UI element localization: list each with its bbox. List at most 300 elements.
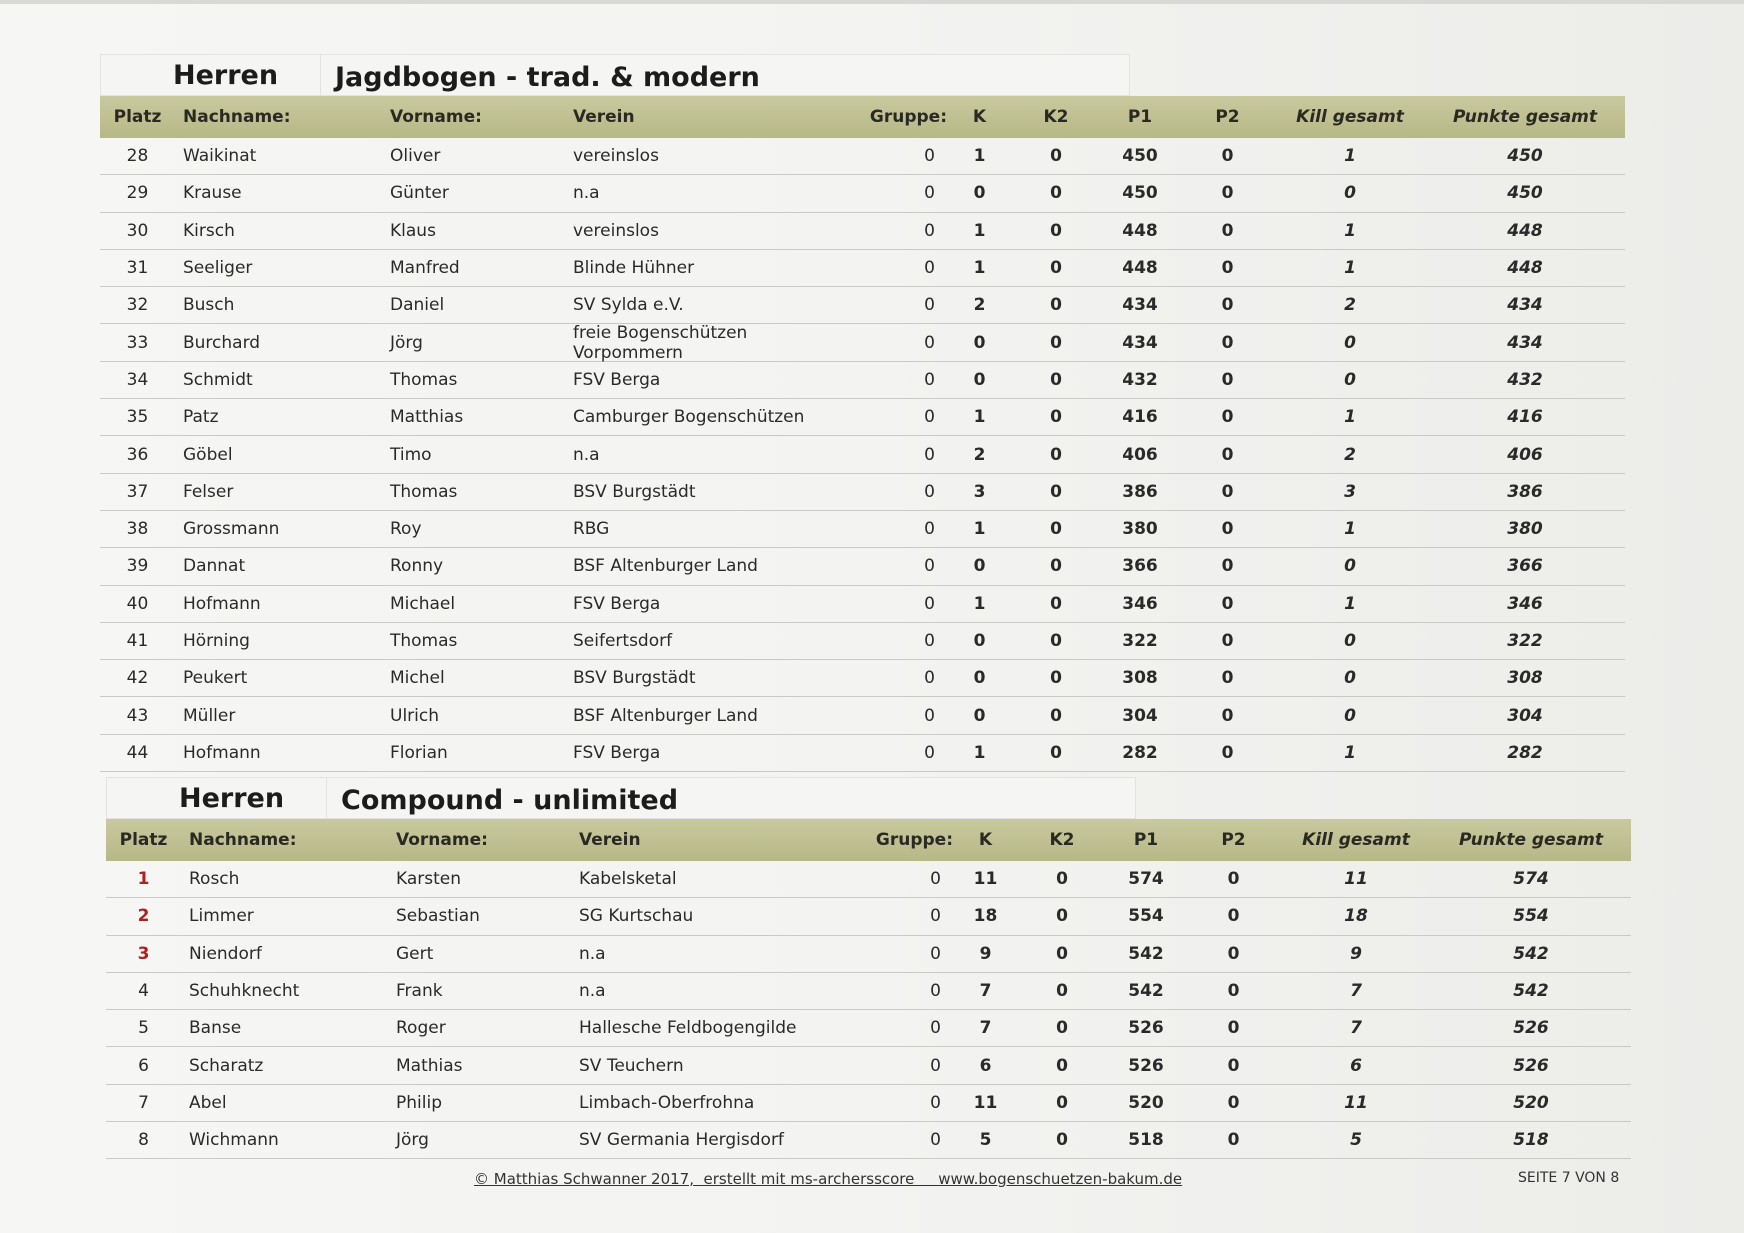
cell-verein: n.a	[579, 981, 606, 1002]
bow-category-title: Compound - unlimited	[341, 785, 679, 816]
cell-p2: 0	[1221, 481, 1234, 502]
cell-p2: 0	[1227, 906, 1240, 927]
cell-platz: 7	[138, 1092, 149, 1113]
table-row	[100, 511, 1625, 548]
table-row	[106, 936, 1631, 973]
cell-p2: 0	[1221, 369, 1234, 390]
table-row	[100, 362, 1625, 399]
cell-gruppe: 0	[924, 258, 935, 279]
cell-kill-gesamt: 2	[1344, 295, 1356, 316]
table-row	[106, 1122, 1631, 1159]
column-header-kill-gesamt: Kill gesamt	[1302, 830, 1410, 850]
cell-k: 0	[973, 332, 986, 353]
cell-vorname: Mathias	[396, 1055, 463, 1076]
cell-vorname: Günter	[390, 183, 449, 204]
cell-p1: 448	[1122, 258, 1158, 279]
cell-k: 1	[973, 407, 986, 428]
cell-vorname: Karsten	[396, 869, 462, 890]
cell-p1: 526	[1128, 1055, 1164, 1076]
cell-p2: 0	[1221, 258, 1234, 279]
table-section-compound	[106, 777, 1631, 1159]
column-header-p2: P2	[1215, 107, 1240, 127]
cell-k2: 0	[1050, 444, 1062, 465]
cell-k2: 0	[1056, 1055, 1068, 1076]
cell-platz: 34	[126, 369, 149, 390]
cell-k: 1	[973, 742, 986, 763]
cell-k2: 0	[1050, 705, 1062, 726]
cell-verein: n.a	[573, 183, 600, 204]
cell-platz: 36	[126, 444, 149, 465]
column-header-nachname: Nachname:	[189, 830, 297, 850]
cell-vorname: Timo	[390, 444, 432, 465]
cell-punkte-gesamt: 542	[1513, 943, 1549, 964]
cell-punkte-gesamt: 282	[1507, 742, 1543, 763]
cell-p1: 304	[1122, 705, 1158, 726]
cell-platz: 32	[126, 295, 149, 316]
cell-punkte-gesamt: 450	[1507, 183, 1543, 204]
cell-kill-gesamt: 1	[1344, 407, 1356, 428]
cell-nachname: Waikinat	[183, 146, 257, 167]
cell-vorname: Michel	[390, 668, 445, 689]
cell-verein: SV Teuchern	[579, 1055, 684, 1076]
column-header-vorname: Vorname:	[396, 830, 488, 850]
cell-kill-gesamt: 1	[1344, 258, 1356, 279]
cell-nachname: Müller	[183, 705, 236, 726]
cell-gruppe: 0	[924, 407, 935, 428]
cell-p2: 0	[1227, 1018, 1240, 1039]
cell-nachname: Peukert	[183, 668, 248, 689]
cell-platz: 4	[138, 981, 149, 1002]
cell-k: 0	[973, 556, 986, 577]
column-header-punkte-gesamt: Punkte gesamt	[1458, 830, 1604, 850]
table-row	[100, 250, 1625, 287]
cell-verein: BSV Burgstädt	[573, 481, 696, 502]
cell-k: 0	[973, 369, 986, 390]
cell-p2: 0	[1221, 593, 1234, 614]
cell-punkte-gesamt: 450	[1507, 146, 1543, 167]
cell-vorname: Manfred	[390, 258, 460, 279]
table-row	[100, 399, 1625, 436]
table-row	[106, 1085, 1631, 1122]
cell-p2: 0	[1221, 295, 1234, 316]
cell-p1: 416	[1122, 407, 1158, 428]
cell-nachname: Busch	[183, 295, 235, 316]
cell-gruppe: 0	[930, 869, 941, 890]
cell-k2: 0	[1050, 593, 1062, 614]
cell-kill-gesamt: 9	[1350, 943, 1362, 964]
column-header-punkte-gesamt: Punkte gesamt	[1452, 107, 1598, 127]
cell-nachname: Schuhknecht	[189, 981, 300, 1002]
cell-p2: 0	[1227, 1092, 1240, 1113]
cell-gruppe: 0	[930, 981, 941, 1002]
cell-p1: 450	[1122, 183, 1158, 204]
cell-gruppe: 0	[924, 481, 935, 502]
cell-p1: 554	[1128, 906, 1164, 927]
cell-gruppe: 0	[930, 1092, 941, 1113]
cell-k: 0	[973, 668, 986, 689]
table-row	[100, 287, 1625, 324]
cell-p1: 542	[1128, 943, 1164, 964]
cell-k: 1	[973, 258, 986, 279]
cell-punkte-gesamt: 322	[1507, 631, 1543, 651]
class-title: Herren	[101, 55, 321, 95]
cell-platz: 6	[138, 1055, 149, 1076]
cell-kill-gesamt: 0	[1344, 369, 1356, 390]
cell-platz: 2	[137, 906, 150, 927]
cell-k: 9	[979, 943, 992, 964]
cell-verein: n.a	[579, 943, 606, 964]
column-header-k: K	[972, 107, 987, 127]
cell-p1: 386	[1122, 481, 1158, 502]
cell-verein: SV Germania Hergisdorf	[579, 1130, 784, 1151]
cell-verein: SV Sylda e.V.	[573, 295, 684, 316]
column-header-vorname: Vorname:	[390, 107, 482, 127]
cell-p2: 0	[1221, 407, 1234, 428]
cell-vorname: Daniel	[390, 295, 445, 316]
cell-k2: 0	[1050, 668, 1062, 689]
cell-k2: 0	[1050, 369, 1062, 390]
cell-vorname: Jörg	[396, 1130, 429, 1151]
cell-kill-gesamt: 11	[1344, 869, 1368, 890]
cell-p1: 432	[1122, 369, 1158, 390]
cell-platz: 3	[137, 943, 150, 964]
cell-kill-gesamt: 11	[1344, 1092, 1368, 1113]
column-header-kill-gesamt: Kill gesamt	[1296, 107, 1404, 127]
cell-verein: Camburger Bogenschützen	[573, 407, 805, 428]
cell-p1: 322	[1122, 631, 1158, 651]
cell-kill-gesamt: 0	[1344, 556, 1356, 577]
cell-p2: 0	[1227, 1130, 1240, 1151]
cell-gruppe: 0	[924, 369, 935, 390]
cell-k2: 0	[1050, 519, 1062, 540]
cell-platz: 42	[126, 668, 149, 689]
cell-platz: 33	[126, 332, 149, 353]
cell-verein: freie Bogenschützen Vorpommern	[573, 322, 748, 363]
cell-verein: Limbach-Oberfrohna	[579, 1092, 755, 1113]
cell-p1: 308	[1122, 668, 1158, 689]
cell-nachname: Felser	[183, 481, 234, 502]
cell-kill-gesamt: 5	[1350, 1130, 1362, 1151]
cell-k2: 0	[1050, 742, 1062, 763]
cell-verein: BSV Burgstädt	[573, 668, 696, 689]
cell-punkte-gesamt: 346	[1507, 593, 1543, 614]
cell-vorname: Oliver	[390, 146, 441, 167]
column-header-gruppe: Gruppe:	[869, 107, 947, 127]
cell-vorname: Jörg	[390, 332, 423, 353]
cell-k: 0	[973, 183, 986, 204]
cell-punkte-gesamt: 380	[1507, 519, 1543, 540]
cell-platz: 35	[126, 407, 149, 428]
cell-k: 1	[973, 593, 986, 614]
cell-k2: 0	[1050, 407, 1062, 428]
cell-p1: 366	[1122, 556, 1158, 577]
cell-platz: 39	[126, 556, 149, 577]
cell-p1: 574	[1128, 869, 1164, 890]
cell-p2: 0	[1227, 981, 1240, 1002]
cell-nachname: Scharatz	[189, 1055, 264, 1076]
cell-punkte-gesamt: 308	[1507, 668, 1543, 689]
cell-vorname: Florian	[390, 742, 448, 763]
cell-gruppe: 0	[930, 906, 941, 927]
cell-p1: 406	[1122, 444, 1158, 465]
cell-p2: 0	[1221, 146, 1234, 167]
cell-gruppe: 0	[924, 220, 935, 241]
cell-p2: 0	[1221, 631, 1234, 651]
cell-p2: 0	[1221, 668, 1234, 689]
cell-k2: 0	[1056, 906, 1068, 927]
cell-nachname: Krause	[183, 183, 242, 204]
column-header-p1: P1	[1127, 107, 1153, 127]
cell-nachname: Göbel	[183, 444, 233, 465]
cell-punkte-gesamt: 542	[1513, 981, 1549, 1002]
cell-verein: FSV Berga	[573, 593, 661, 614]
cell-verein: Hallesche Feldbogengilde	[579, 1018, 797, 1039]
cell-gruppe: 0	[924, 705, 935, 726]
table-body	[106, 861, 1631, 1159]
cell-vorname: Thomas	[390, 631, 458, 651]
cell-k2: 0	[1056, 1130, 1068, 1151]
cell-k2: 0	[1056, 1092, 1068, 1113]
cell-platz: 31	[126, 258, 149, 279]
cell-gruppe: 0	[924, 593, 935, 614]
cell-vorname: Roger	[396, 1018, 446, 1039]
cell-kill-gesamt: 1	[1344, 593, 1356, 614]
table-section-jagdbogen	[100, 54, 1625, 772]
cell-platz: 44	[126, 742, 149, 763]
cell-punkte-gesamt: 448	[1507, 258, 1543, 279]
cell-platz: 43	[126, 705, 149, 726]
cell-p1: 518	[1128, 1130, 1164, 1151]
cell-nachname: Burchard	[183, 332, 261, 353]
cell-gruppe: 0	[930, 1018, 941, 1039]
cell-platz: 40	[126, 593, 149, 614]
column-header-k2: K2	[1049, 830, 1075, 850]
cell-k: 18	[973, 906, 998, 927]
cell-gruppe: 0	[924, 444, 935, 465]
cell-nachname: Hörning	[183, 631, 250, 651]
table-row	[100, 735, 1625, 772]
cell-punkte-gesamt: 574	[1513, 869, 1549, 890]
cell-k: 0	[973, 631, 986, 651]
cell-nachname: Dannat	[183, 556, 246, 577]
cell-p1: 448	[1122, 220, 1158, 241]
cell-p1: 450	[1122, 146, 1158, 167]
cell-k: 11	[973, 1092, 998, 1113]
table-row	[106, 861, 1631, 898]
cell-platz: 8	[138, 1130, 149, 1151]
cell-platz: 30	[126, 220, 149, 241]
cell-p2: 0	[1227, 869, 1240, 890]
cell-k2: 0	[1056, 1018, 1068, 1039]
cell-p1: 346	[1122, 593, 1158, 614]
cell-gruppe: 0	[924, 668, 935, 689]
cell-punkte-gesamt: 526	[1513, 1055, 1549, 1076]
cell-gruppe: 0	[924, 742, 935, 763]
cell-gruppe: 0	[924, 332, 935, 353]
table-header	[100, 96, 1625, 138]
cell-nachname: Niendorf	[189, 943, 262, 964]
cell-p1: 526	[1128, 1018, 1164, 1039]
cell-gruppe: 0	[924, 295, 935, 316]
cell-platz: 5	[138, 1018, 149, 1039]
column-header-verein: Verein	[573, 107, 635, 127]
results-sheet	[0, 4, 1744, 1233]
cell-platz: 38	[126, 519, 149, 540]
cell-k2: 0	[1050, 556, 1062, 577]
cell-k: 5	[979, 1130, 992, 1151]
cell-kill-gesamt: 3	[1344, 481, 1356, 502]
cell-p2: 0	[1221, 332, 1234, 353]
cell-verein: BSF Altenburger Land	[573, 556, 758, 577]
class-title: Herren	[107, 778, 327, 818]
cell-k2: 0	[1050, 332, 1062, 353]
cell-p2: 0	[1221, 220, 1234, 241]
cell-gruppe: 0	[924, 183, 935, 204]
cell-vorname: Michael	[390, 593, 456, 614]
table-row	[106, 898, 1631, 935]
cell-vorname: Sebastian	[396, 906, 480, 927]
cell-vorname: Matthias	[390, 407, 464, 428]
table-row	[100, 548, 1625, 585]
cell-k2: 0	[1050, 258, 1062, 279]
column-header-platz: Platz	[119, 830, 168, 850]
table-row	[100, 623, 1625, 660]
table-row	[100, 213, 1625, 250]
cell-p2: 0	[1227, 1055, 1240, 1076]
footer-copyright: © Matthias Schwanner 2017, erstellt mit ms-archersscore www.bogenschuetzen-bakum.de	[474, 1170, 1183, 1188]
cell-punkte-gesamt: 448	[1507, 220, 1543, 241]
section-header	[106, 777, 1136, 819]
cell-vorname: Gert	[396, 943, 434, 964]
cell-p2: 0	[1221, 519, 1234, 540]
cell-vorname: Thomas	[390, 481, 458, 502]
cell-gruppe: 0	[930, 1055, 941, 1076]
cell-kill-gesamt: 7	[1350, 981, 1362, 1002]
cell-punkte-gesamt: 432	[1507, 369, 1543, 390]
cell-k: 6	[979, 1055, 992, 1076]
cell-gruppe: 0	[924, 519, 935, 540]
table-body	[100, 138, 1625, 772]
cell-vorname: Ronny	[390, 556, 444, 577]
cell-gruppe: 0	[930, 1130, 941, 1151]
cell-verein: Seifertsdorf	[573, 631, 673, 651]
cell-punkte-gesamt: 386	[1507, 481, 1543, 502]
column-header-p2: P2	[1221, 830, 1246, 850]
table-row	[100, 175, 1625, 212]
column-header-k: K	[978, 830, 993, 850]
cell-punkte-gesamt: 434	[1507, 332, 1543, 353]
cell-k2: 0	[1056, 943, 1068, 964]
cell-gruppe: 0	[924, 146, 935, 167]
cell-verein: BSF Altenburger Land	[573, 705, 758, 726]
cell-gruppe: 0	[930, 943, 941, 964]
cell-k: 3	[973, 481, 986, 502]
cell-verein: vereinslos	[573, 220, 659, 241]
cell-gruppe: 0	[924, 631, 935, 651]
cell-punkte-gesamt: 520	[1513, 1092, 1549, 1113]
column-header-platz: Platz	[113, 107, 162, 127]
column-header-p1: P1	[1133, 830, 1159, 850]
cell-vorname: Klaus	[390, 220, 436, 241]
cell-verein: FSV Berga	[573, 742, 661, 763]
cell-nachname: Seeliger	[183, 258, 253, 279]
cell-k2: 0	[1050, 631, 1062, 651]
cell-punkte-gesamt: 406	[1507, 444, 1543, 465]
cell-p2: 0	[1221, 705, 1234, 726]
cell-verein: Blinde Hühner	[573, 258, 695, 279]
cell-p2: 0	[1221, 444, 1234, 465]
cell-k: 1	[973, 146, 986, 167]
cell-p1: 282	[1122, 742, 1158, 763]
table-row	[100, 660, 1625, 697]
cell-nachname: Limmer	[189, 906, 254, 927]
cell-gruppe: 0	[924, 556, 935, 577]
cell-punkte-gesamt: 526	[1513, 1018, 1549, 1039]
cell-p2: 0	[1221, 556, 1234, 577]
cell-k: 1	[973, 519, 986, 540]
cell-punkte-gesamt: 304	[1507, 705, 1543, 726]
table-row	[106, 973, 1631, 1010]
cell-vorname: Roy	[390, 519, 422, 540]
cell-kill-gesamt: 1	[1344, 146, 1356, 167]
cell-nachname: Grossmann	[183, 519, 280, 540]
table-header	[106, 819, 1631, 861]
column-header-verein: Verein	[579, 830, 641, 850]
cell-p1: 520	[1128, 1092, 1164, 1113]
cell-kill-gesamt: 6	[1350, 1055, 1362, 1076]
cell-kill-gesamt: 1	[1344, 742, 1356, 763]
column-header-nachname: Nachname:	[183, 107, 291, 127]
cell-k: 7	[979, 981, 992, 1002]
cell-verein: Kabelsketal	[579, 869, 677, 890]
cell-k2: 0	[1056, 869, 1068, 890]
column-header-k2: K2	[1043, 107, 1069, 127]
cell-k2: 0	[1050, 220, 1062, 241]
cell-platz: 41	[126, 631, 149, 651]
cell-k: 7	[979, 1018, 992, 1039]
cell-p1: 380	[1122, 519, 1158, 540]
cell-nachname: Hofmann	[183, 742, 261, 763]
table-row	[100, 586, 1625, 623]
cell-punkte-gesamt: 366	[1507, 556, 1543, 577]
cell-platz: 29	[126, 183, 149, 204]
cell-kill-gesamt: 1	[1344, 220, 1356, 241]
cell-vorname: Ulrich	[390, 705, 439, 726]
cell-p1: 434	[1122, 332, 1158, 353]
cell-kill-gesamt: 1	[1344, 519, 1356, 540]
cell-kill-gesamt: 0	[1344, 631, 1356, 651]
table-row	[106, 1047, 1631, 1084]
cell-k2: 0	[1050, 183, 1062, 204]
cell-verein: FSV Berga	[573, 369, 661, 390]
cell-p2: 0	[1221, 742, 1234, 763]
table-row	[100, 138, 1625, 175]
table-row	[100, 324, 1625, 361]
cell-p2: 0	[1227, 943, 1240, 964]
cell-kill-gesamt: 0	[1344, 183, 1356, 204]
cell-punkte-gesamt: 434	[1507, 295, 1543, 316]
section-header	[100, 54, 1130, 96]
cell-nachname: Schmidt	[183, 369, 253, 390]
column-header-gruppe: Gruppe:	[875, 830, 953, 850]
cell-k: 0	[973, 705, 986, 726]
cell-punkte-gesamt: 518	[1513, 1130, 1549, 1151]
page-number: SEITE 7 VON 8	[1518, 1170, 1620, 1186]
cell-k2: 0	[1050, 295, 1062, 316]
cell-kill-gesamt: 7	[1350, 1018, 1362, 1039]
cell-platz: 28	[126, 146, 149, 167]
cell-k: 2	[973, 295, 986, 316]
